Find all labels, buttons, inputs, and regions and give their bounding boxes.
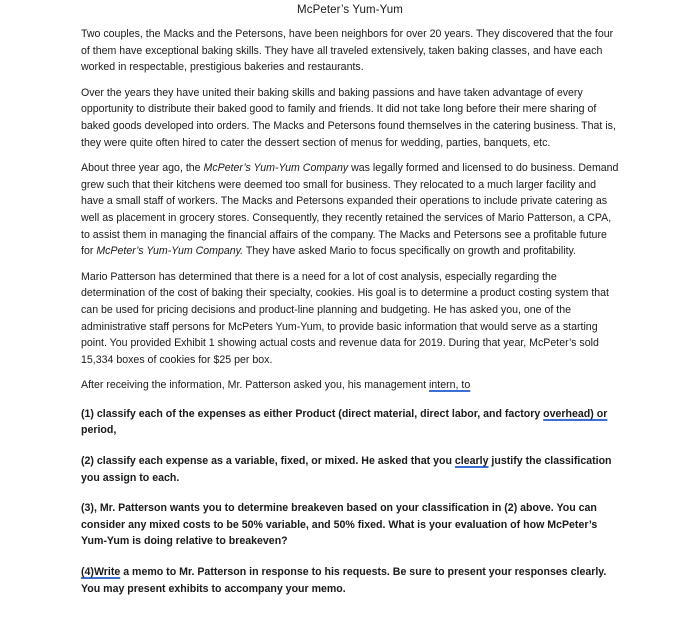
paragraph-intro: Two couples, the Macks and the Petersons, have been neighbors for over 20 years. They discovered that the four of them have exceptional baking skills. They have all traveled extensively, taken baking classes, and have each worked in respectable, prestigious bakeries and restaurants.	[81, 28, 614, 74]
document-body	[81, 26, 621, 606]
company-name-italic: McPeter’s Yum-Yum Company	[203, 162, 349, 175]
question-2-end: justify the classification you assign to each.	[81, 455, 612, 484]
question-1	[81, 406, 621, 439]
paragraph-company-formation-end: They have asked Mario to focus specifically on growth and profitability.	[243, 245, 576, 258]
paragraph-company-formation-start: About three year ago, the	[81, 162, 204, 175]
question-2	[81, 453, 621, 486]
question-4	[81, 564, 621, 597]
question-1-end: period,	[81, 424, 117, 437]
question-3: (3), Mr. Patterson wants you to determine breakeven based on your classification in (2) above. You can consider any mixed costs to be 50% variable, and 50% fixed. What is your evaluation of how McPeter’s Yum-Yum is doing relative to breakeven?	[81, 502, 598, 548]
request-intro-text: After receiving the information, Mr. Patterson asked you, his management	[81, 379, 430, 392]
question-4-underlined: (4)Write	[81, 566, 121, 579]
request-intro-underlined: intern, to	[429, 379, 471, 392]
question-2-underlined: clearly	[454, 455, 489, 468]
paragraph-company-formation	[81, 160, 621, 260]
question-2-text: (2) classify each expense as a variable, fixed, or mixed. He asked that you	[81, 455, 455, 468]
document-title: McPeter’s Yum-Yum	[297, 4, 403, 16]
question-4-text: a memo to Mr. Patterson in response to his requests. Be sure to present your responses clearly. You may present exhibits to accompany your memo.	[81, 566, 607, 595]
paragraph-request-intro	[81, 377, 621, 394]
paragraph-cost-analysis: Mario Patterson has determined that there is a need for a lot of cost analysis, especially regarding the determination of the cost of baking their specialty, cookies. His goal is to determine a product costing system that can be used for pricing decisions and product-line planning and budgeting. He has asked you, one of the administrative staff persons for McPeters Yum-Yum, to provide basic information that would serve as a starting point. You provided Exhibit 1 showing actual costs and revenue data for 2019. During that year, McPeter’s sold 15,334 boxes of cookies for $25 per box.	[81, 270, 609, 366]
question-1-text: (1) classify each of the expenses as either Product (direct material, direct labor, and factory	[81, 407, 544, 420]
question-1-underlined: overhead) or	[543, 407, 608, 420]
paragraph-company-formation-middle: was legally formed and licensed to do business. Demand grew such that their kitchens were deemed too small for business. They relocated to a much larger facility and have a small staff of workers. The Macks and Petersons expanded their operations to include private catering as well as placement in grocery stores. Consequently, they recently retained the services of Mario Patterson, a CPA, to assist them in managing the financial affairs of the company. The Macks and Petersons see a profitable future for	[81, 162, 619, 258]
paragraph-catering: Over the years they have united their baking skills and baking passions and have taken advantage of every opportunity to distribute their baked good to family and friends. It did not take long before their mere sharing of baked goods developed into orders. The Macks and Petersons found themselves in the catering business. That is, they were quite often hired to cater the dessert section of menus for wedding, parties, banquets, etc.	[81, 86, 616, 149]
company-name-italic-second: McPeter’s Yum-Yum Company.	[96, 245, 244, 258]
